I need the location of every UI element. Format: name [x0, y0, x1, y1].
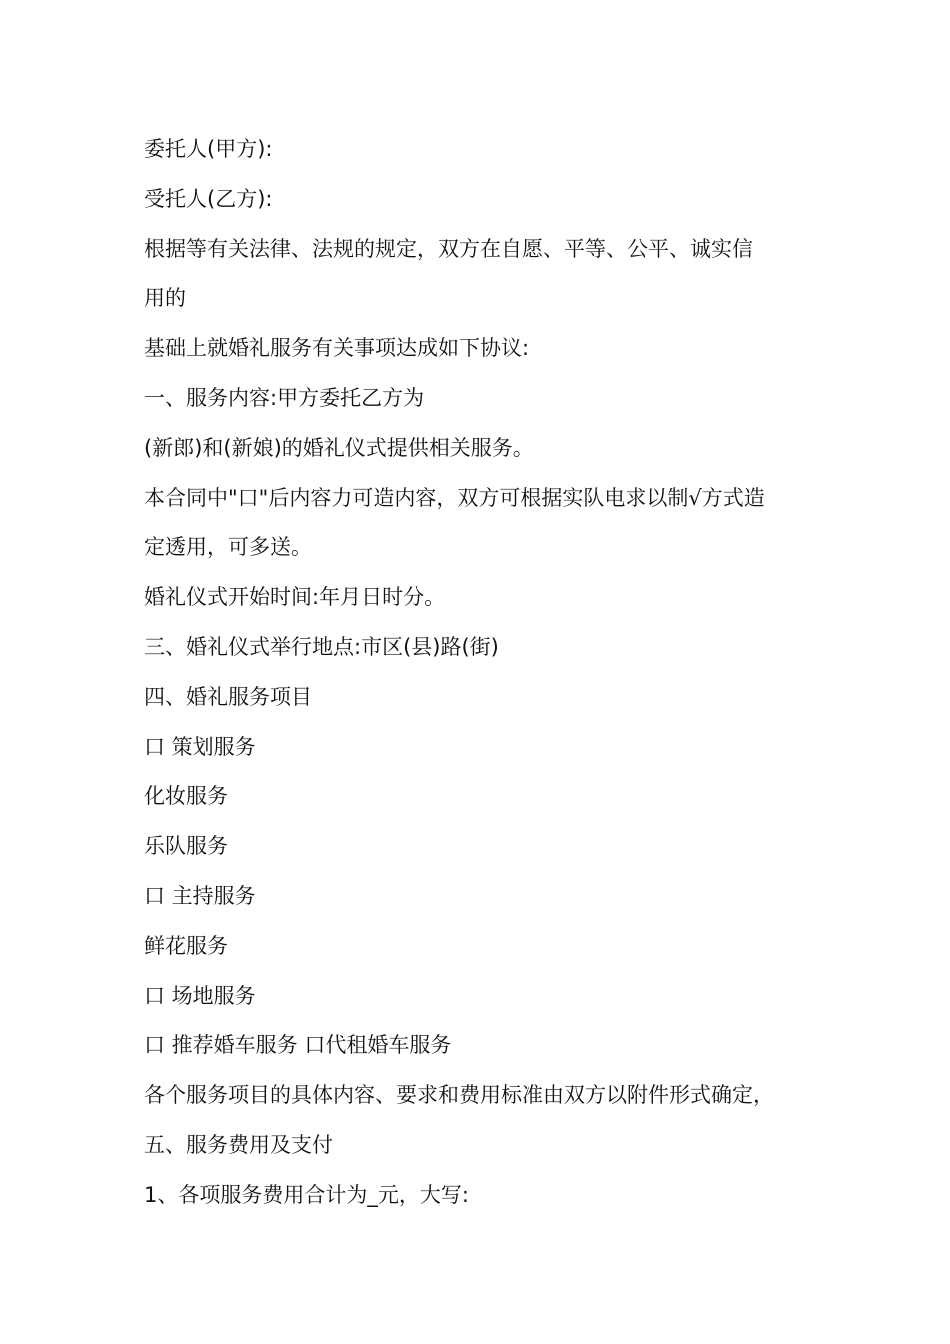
document-body — [144, 125, 824, 1221]
service-item-host: 口 主持服务 — [144, 883, 256, 908]
section-5-heading: 五、服务费用及支付 — [144, 1132, 333, 1157]
service-item-venue: 口 场地服务 — [144, 983, 256, 1008]
preamble-line-3: 基础上就婚礼服务有关事项达成如下协议: — [144, 336, 530, 361]
contract-note-line-2: 定透用，可多送。 — [144, 535, 312, 560]
service-item-planning: 口 策划服务 — [144, 734, 256, 759]
preamble-line-2: 用的 — [144, 286, 186, 311]
service-item-cars: 口 推荐婚车服务 口代租婚车服务 — [144, 1033, 452, 1058]
section-1-heading: 一、服务内容:甲方委托乙方为 — [144, 385, 425, 410]
party-a-line: 委托人(甲方): — [144, 137, 273, 161]
preamble-line-1: 根据等有关法律、法规的规定，双方在自愿、平等、公平、诚实信 — [144, 236, 753, 261]
service-items-note: 各个服务项目的具体内容、要求和费用标准由双方以附件形式确定， — [144, 1083, 774, 1108]
section-3-heading: 三、婚礼仪式举行地点:市区(县)路(街) — [144, 634, 499, 659]
service-item-band: 乐队服务 — [144, 834, 228, 859]
fee-total-line: 1、各项服务费用合计为_元，大写: — [144, 1182, 469, 1207]
section-1-text: (新郎)和(新娘)的婚礼仪式提供相关服务。 — [144, 435, 534, 460]
service-item-makeup: 化妆服务 — [144, 784, 228, 809]
party-b-line: 受托人(乙方): — [144, 186, 273, 211]
section-4-heading: 四、婚礼服务项目 — [144, 684, 312, 709]
service-item-flowers: 鲜花服务 — [144, 933, 228, 958]
contract-note-line-1: 本合同中"口"后内容力可造内容，双方可根据实队电求以制√方式造 — [144, 485, 765, 510]
ceremony-time-line: 婚礼仪式开始时间:年月日时分。 — [144, 585, 446, 610]
